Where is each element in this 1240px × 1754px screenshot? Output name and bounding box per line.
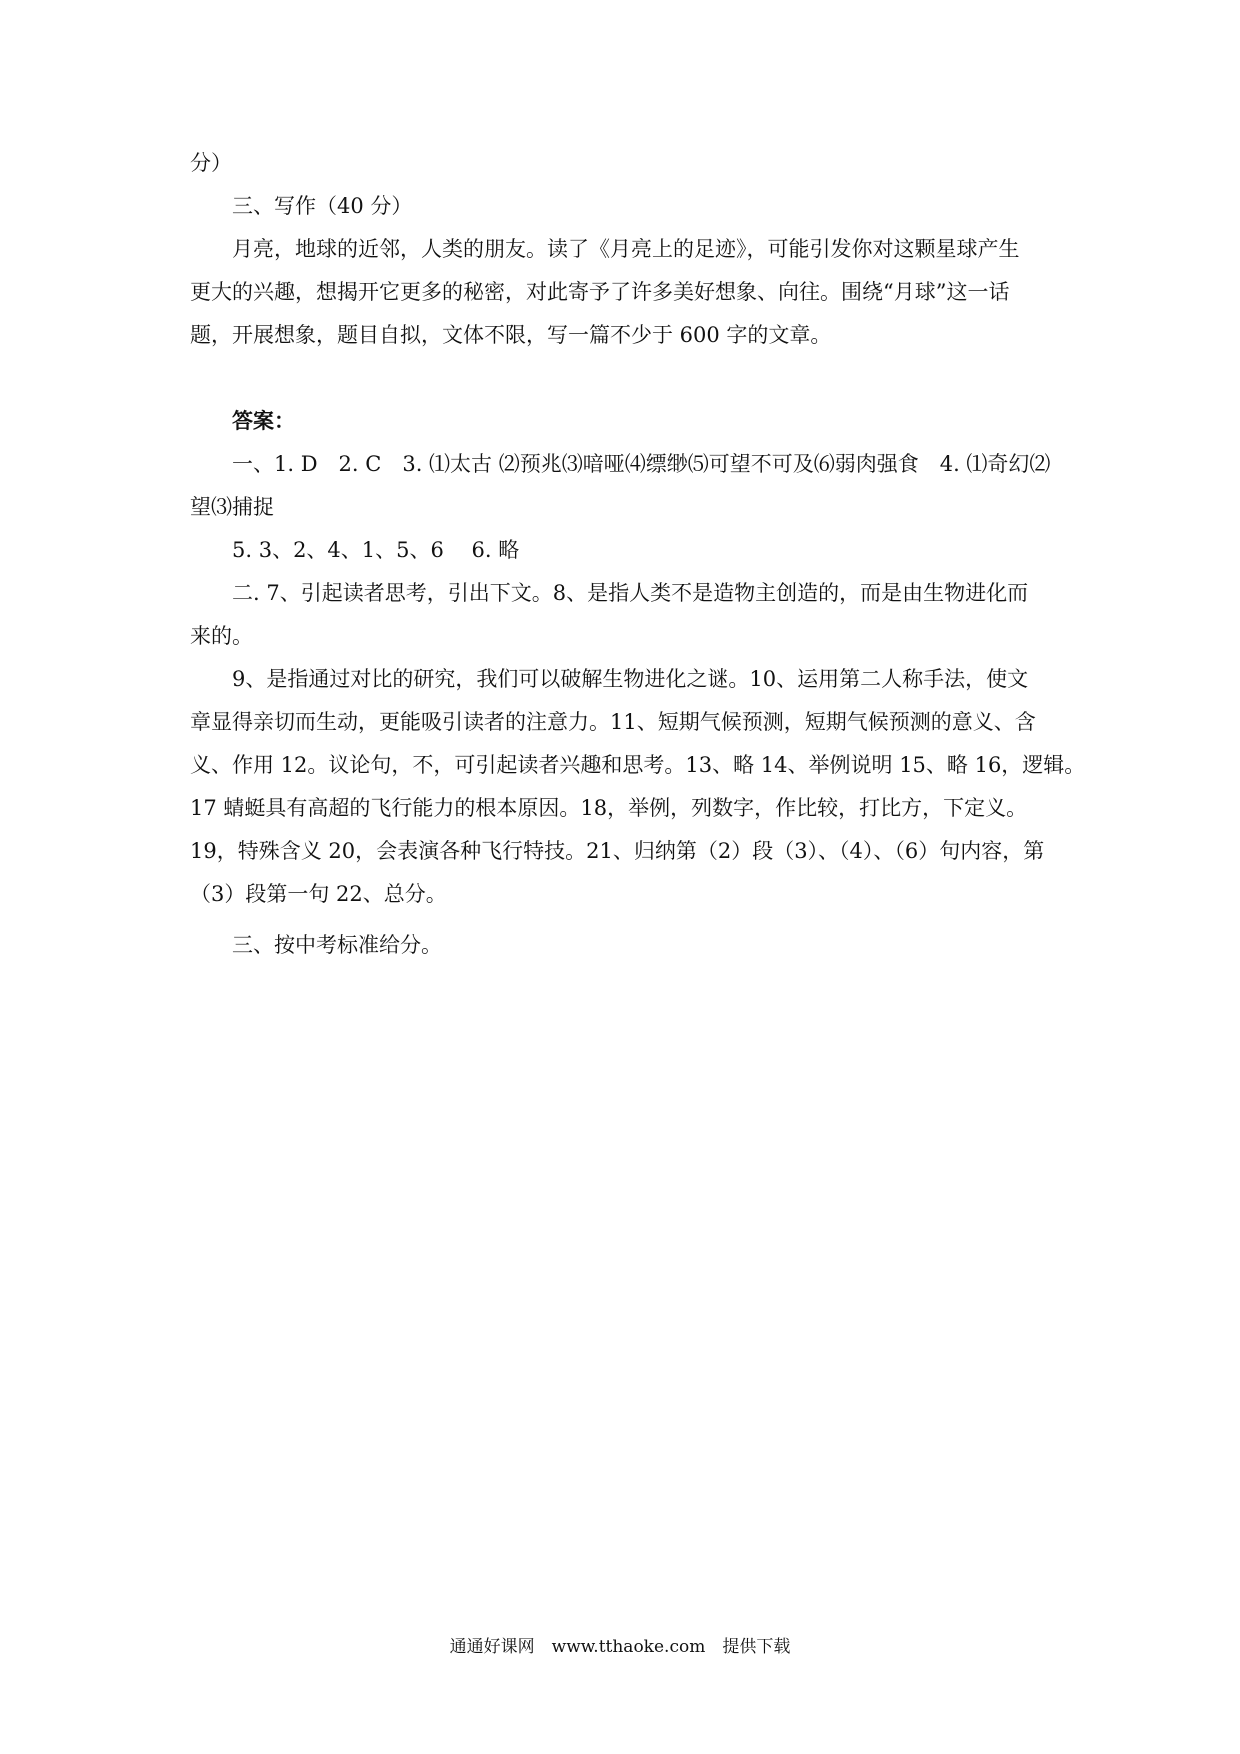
answer-line: 17 蜻蜓具有高超的飞行能力的根本原因。18，举例，列数字，作比较，打比方，下定义。	[190, 796, 1028, 820]
writing-prompt-line: 更大的兴趣，想揭开它更多的秘密，对此寄予了许多美好想象、向往。围绕“月球”这一话	[190, 280, 1010, 304]
answer-line: 三、按中考标准给分。	[232, 933, 442, 957]
answer-line: 二. 7、引起读者思考，引出下文。8、是指人类不是造物主创造的，而是由生物进化而	[232, 581, 1029, 605]
writing-heading: 三、写作（40 分）	[232, 194, 413, 218]
answers-heading: 答案：	[232, 409, 295, 433]
answer-line: 一、1. D 2. C 3. ⑴太古 ⑵预兆⑶喑哑⑷缥缈⑸可望不可及⑹弱肉强食 4. ⑴奇幻⑵	[232, 452, 1051, 476]
writing-prompt-line: 题，开展想象，题目自拟，文体不限，写一篇不少于 600 字的文章。	[190, 323, 832, 347]
answer-line: 望⑶捕捉	[190, 495, 274, 519]
answer-line: 义、作用 12。议论句，不，可引起读者兴趣和思考。13、略 14、举例说明 15、略 16，逻辑。	[190, 753, 1086, 777]
answer-line: 来的。	[190, 624, 253, 648]
answer-line: 5. 3、2、4、1、5、6 6. 略	[232, 538, 520, 562]
page-footer: 通通好课网 www.tthaoke.com 提供下载	[449, 1637, 791, 1657]
answer-line: 9、是指通过对比的研究，我们可以破解生物进化之谜。10、运用第二人称手法，使文	[232, 667, 1029, 691]
continuation-text: 分）	[190, 151, 232, 175]
writing-prompt-line: 月亮，地球的近邻，人类的朋友。读了《月亮上的足迹》，可能引发你对这颗星球产生	[232, 237, 1020, 261]
answer-line: 章显得亲切而生动，更能吸引读者的注意力。11、短期气候预测，短期气候预测的意义、含	[190, 710, 1036, 734]
answer-line: 19，特殊含义 20，会表演各种飞行特技。21、归纳第（2）段（3）、（4）、（6）句内容，第	[190, 839, 1045, 863]
answer-line: （3）段第一句 22、总分。	[190, 882, 447, 906]
